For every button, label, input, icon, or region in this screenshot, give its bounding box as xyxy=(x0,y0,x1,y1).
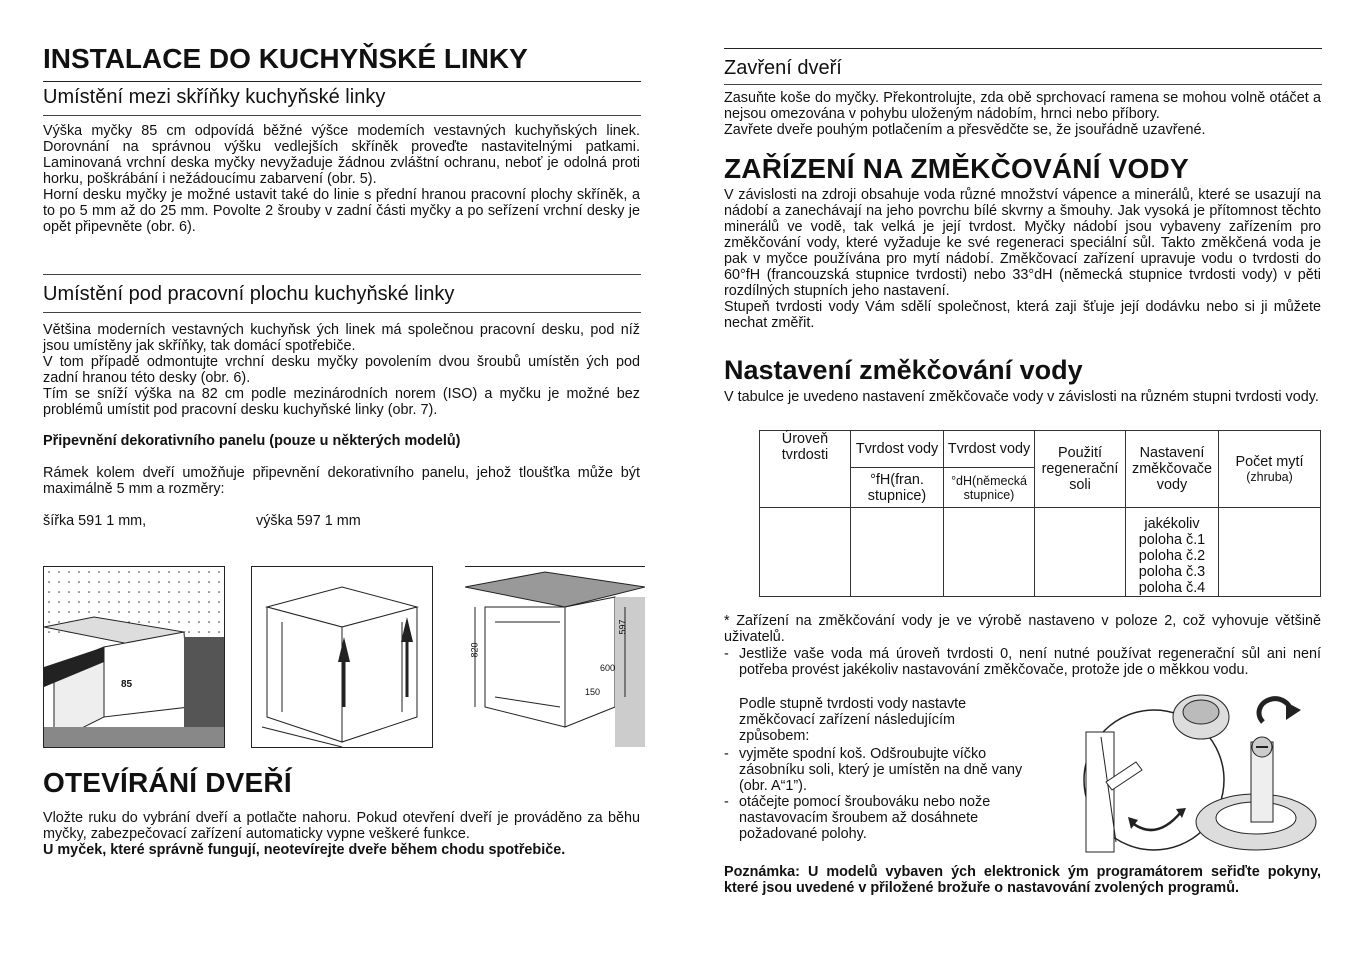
paragraph: Stupeň tvrdosti vody Vám sdělí společnost, která zaji šťuje její dodávku nebo si ji můžete nechat změřit. xyxy=(724,299,1321,331)
paragraph: Výška myčky 85 cm odpovídá běžné výšce modemích vestavných kuchyňských linek. Dorovnání na správnou výšku vedlejších skříněk proveďte nastavitelnými patkami. Laminovaná vrchní deska myčky nevyžaduje žádnou zvláštní ochranu, neboť je odolná proti horku, poškrábání i nežádoucímu zabarvení (obr. 5). xyxy=(43,123,640,187)
setting-item: jakékoliv xyxy=(1144,516,1200,532)
table-header-fh: °fH(fran. stupnice) xyxy=(851,468,944,508)
panel-height: výška 597 1 mm xyxy=(256,513,361,529)
softener-setting-title: Nastavení změkčování vody xyxy=(724,355,1083,385)
table-header-dh: °dH(německá stupnice) xyxy=(944,468,1035,508)
softener-text xyxy=(724,187,1321,331)
default-setting-note: * Zařízení na změkčování vody je ve výrobě nastaveno v poloze 2, což vyhovuje většině uživatelů. xyxy=(724,613,1321,645)
table-header-level: Úroveň tvrdosti xyxy=(760,431,851,508)
title-rule xyxy=(43,81,641,82)
section-rule xyxy=(43,115,641,116)
dash-list xyxy=(724,646,1321,678)
table-header-count-sub: (zhruba) xyxy=(1246,470,1293,484)
electronic-programmer-note: Poznámka: U modelů vybaven ých elektronick ým programátorem seřiďte pokyny, které jsou uvedené v přiložené brožuře o nastavování zvolených programů. xyxy=(724,864,1321,896)
panel-width: šířka 591 1 mm, xyxy=(43,513,147,529)
section-rule xyxy=(43,274,641,275)
dash-list-2 xyxy=(724,746,1029,842)
title-rule xyxy=(724,48,1322,49)
table-header-hardness: Tvrdost vody xyxy=(944,431,1035,468)
section-title-under-worktop: Umístění pod pracovní plochu kuchyňské linky xyxy=(43,283,455,305)
setting-item: poloha č.3 xyxy=(1138,564,1206,580)
table-cell xyxy=(760,508,851,597)
table-cell xyxy=(944,508,1035,597)
paragraph: Horní desku myčky je možné ustavit také do linie s přední hranou pracovní plochy skříněk, a to po 5 mm až do 25 mm. Povolte 2 šrouby v zadní části myčky a po seřízení vrchní desky je opět připevněte (obr. 6). xyxy=(43,187,640,235)
figure-dimension-label: 150 xyxy=(585,687,601,697)
table-header-count xyxy=(1219,431,1321,508)
paragraph: Zasuňte koše do myčky. Překontrolujte, zda obě sprchovací ramena se mohou volně otáčet a nejsou omezována v pohybu uloženým nádobím, hrnci nebo příbory. xyxy=(724,90,1321,122)
table-header-setting: Nastavení změkčovače vody xyxy=(1126,431,1219,508)
section-rule xyxy=(724,84,1322,85)
figure-between-cabinets-illustration xyxy=(44,567,224,747)
between-cabinets-text xyxy=(43,123,640,235)
figure-decor-panel-illustration xyxy=(252,567,432,747)
list-item: - Jestliže vaše voda má úroveň tvrdosti 0, není nutné používat regenerační sůl ani není potřeba provést jakékoliv nastavování změkčovače, protože jde o měkkou vodu. xyxy=(724,646,1321,678)
table-cell-settings xyxy=(1126,508,1219,597)
list-item: - vyjměte spodní koš. Odšroubujte víčko zásobníku soli, který je umístěn na dně vany (obr. A“1”). xyxy=(724,746,1029,794)
paragraph: V závislosti na zdroji obsahuje voda různé množství vápence a minerálů, které se usazují na nádobí a zanechávají na jeho povrchu bílé skvrny a šmouhy. Jak vysoká je přítomnost těchto minerálů ve vodě, tak velká je její tvrdost. Myčky nádobí jsou vybaveny zařízením pro změkčování vody, které vyžaduje ke své regeneraci speciální sůl. Takto změkčená voda je pak v myčce používána pro mytí nádobí. Změkčovací zařízení upravuje vodu o tvrdosti do 60°fH (francouzská stupnice tvrdosti) nebo 33°dH (německá stupnice tvrdosti vody) v pěti rozdílných stupních jeho nastavení. xyxy=(724,187,1321,299)
table-cell xyxy=(1219,508,1321,597)
close-door-title: Zavření dveří xyxy=(724,57,842,79)
dash-continuation xyxy=(739,696,1029,744)
softener-setting-text: V tabulce je uvedeno nastavení změkčovače vody v závislosti na různém stupni tvrdosti vody. xyxy=(724,389,1319,405)
figure-dimension-label: 600 xyxy=(600,663,616,673)
table-header-salt-use: Použití regenerační soli xyxy=(1035,431,1126,508)
list-item-continuation: Podle stupně tvrdosti vody nastavte změkčovací zařízení následujícím způsobem: xyxy=(739,696,967,744)
table-header-hardness: Tvrdost vody xyxy=(851,431,944,468)
softener-illustration-graphic xyxy=(1076,692,1321,854)
softener-table xyxy=(759,430,1321,597)
setting-item: poloha č.2 xyxy=(1138,548,1206,564)
setting-item: poloha č.4 xyxy=(1138,580,1206,596)
table-cell xyxy=(851,508,944,597)
paragraph: Vložte ruku do vybrání dveří a potlačte nahoru. Pokud otevření dveří je prováděno za běhu myčky, zabezpečovací zařízení automaticky vypne veškeré funkce. xyxy=(43,810,640,842)
door-text xyxy=(43,810,640,858)
setting-item: poloha č.1 xyxy=(1138,532,1206,548)
figure-dimension-label: 597 xyxy=(617,619,628,635)
figure-under-worktop-illustration xyxy=(465,567,645,747)
figure-dimension-label: 820 xyxy=(469,642,480,658)
softener-illustration xyxy=(1076,692,1321,854)
close-door-text xyxy=(724,90,1321,138)
figure-between-cabinets xyxy=(43,566,225,748)
figure-dimension-label: 85 xyxy=(121,679,133,690)
table-cell xyxy=(1035,508,1126,597)
door-warning: U myček, které správně fungují, neotevírejte dveře během chodu spotřebiče. xyxy=(43,842,566,858)
figure-under-worktop xyxy=(465,566,645,747)
softener-title: ZAŘÍZENÍ NA ZMĚKČOVÁNÍ VODY xyxy=(724,153,1189,184)
install-title: INSTALACE DO KUCHYŇSKÉ LINKY xyxy=(43,43,528,74)
paragraph: Většina moderních vestavných kuchyňsk ých linek má společnou pracovní desku, pod níž jsou umístěny jak skříňky, tak domácí spotřebiče. xyxy=(43,322,640,354)
list-item: - otáčejte pomocí šroubováku nebo nože nastavovacím šroubem až dosáhnete požadované polohy. xyxy=(724,794,1029,842)
decor-panel-text: Rámek kolem dveří umožňuje připevnění dekorativního panelu, jehož tloušťka může být maximálně 5 mm a rozměry: xyxy=(43,465,640,497)
section-rule xyxy=(43,312,641,313)
paragraph: Zavřete dveře pouhým potlačením a přesvědčte se, že jsouřádně uzavřené. xyxy=(724,122,1206,138)
door-title: OTEVÍRÁNÍ DVEŘÍ xyxy=(43,767,292,798)
section-title-between-cabinets: Umístění mezi skříňky kuchyňské linky xyxy=(43,86,386,108)
under-worktop-text xyxy=(43,322,640,418)
paragraph: Tím se sníží výška na 82 cm podle mezinárodních norem (ISO) a myčku je možné bez problémů umístit pod pracovní desku kuchyňské linky (obr. 7). xyxy=(43,386,640,418)
figure-decor-panel xyxy=(251,566,433,748)
paragraph: V tom případě odmontujte vrchní desku myčky povolením dvou šroubů umístěn ých pod zadní hranou této desky (obr. 6). xyxy=(43,354,640,386)
decor-panel-title: Připevnění dekorativního panelu (pouze u některých modelů) xyxy=(43,433,461,449)
table-header-count-label: Počet mytí xyxy=(1235,454,1304,470)
